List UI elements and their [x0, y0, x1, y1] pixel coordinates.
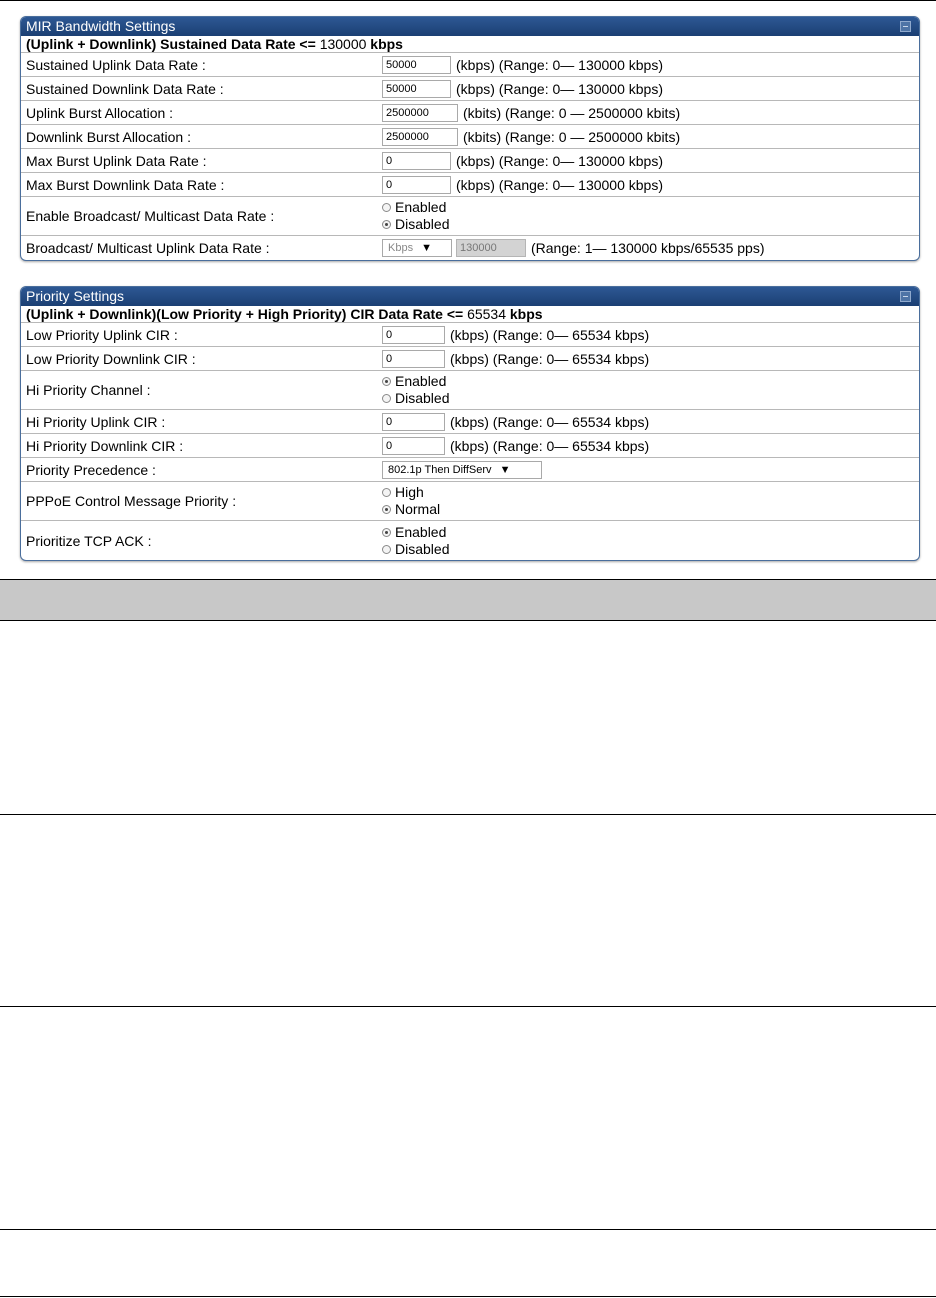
- hi-uplink-input[interactable]: 0: [382, 413, 445, 431]
- max-burst-downlink-input[interactable]: 0: [382, 176, 451, 194]
- tcp-ack-disabled-label: Disabled: [395, 540, 450, 557]
- broadcast-uplink-row: [21, 236, 919, 260]
- broadcast-uplink-hint: (Range: 1— 130000 kbps/65535 pps): [531, 240, 765, 256]
- max-burst-downlink-row: [21, 173, 919, 197]
- broadcast-enabled-radio[interactable]: [382, 203, 391, 212]
- tcp-ack-enabled-label: Enabled: [395, 523, 447, 540]
- uplink-burst-row: [21, 101, 919, 125]
- hi-channel-enabled-label: Enabled: [395, 373, 447, 389]
- pppoe-normal-radio[interactable]: [382, 505, 391, 514]
- sustained-uplink-label: Sustained Uplink Data Rate :: [26, 56, 206, 73]
- collapse-icon[interactable]: [900, 291, 911, 302]
- uplink-burst-input[interactable]: 2500000: [382, 104, 458, 122]
- enable-broadcast-radio-group: [382, 199, 449, 233]
- hi-channel-enabled-option[interactable]: [382, 373, 449, 390]
- collapse-icon[interactable]: [900, 21, 911, 32]
- uplink-burst-hint: (kbits) (Range: 0 — 2500000 kbits): [463, 104, 681, 121]
- mir-summary: [21, 36, 919, 53]
- broadcast-enabled-label: Enabled: [395, 199, 447, 215]
- sustained-downlink-label: Sustained Downlink Data Rate :: [26, 80, 224, 97]
- mir-summary-unit: kbps: [370, 36, 403, 52]
- hi-channel-disabled-option[interactable]: [382, 390, 449, 407]
- mir-panel-title: MIR Bandwidth Settings: [26, 18, 176, 34]
- broadcast-uplink-label: Broadcast/ Multicast Uplink Data Rate :: [26, 240, 270, 256]
- low-uplink-row: [21, 323, 919, 347]
- low-downlink-row: [21, 347, 919, 371]
- uplink-burst-label: Uplink Burst Allocation :: [26, 104, 174, 121]
- table-row-divider: [0, 1229, 936, 1230]
- low-downlink-hint: (kbps) (Range: 0— 65534 kbps): [450, 350, 650, 367]
- sustained-uplink-input[interactable]: 50000: [382, 56, 451, 74]
- downlink-burst-label: Downlink Burst Allocation :: [26, 128, 191, 145]
- enable-broadcast-row: [21, 197, 919, 236]
- precedence-row: [21, 458, 919, 482]
- sustained-downlink-input[interactable]: 50000: [382, 80, 451, 98]
- precedence-label: Priority Precedence :: [26, 461, 156, 478]
- table-row-divider: [0, 814, 936, 815]
- mir-bandwidth-panel: [20, 16, 920, 261]
- hi-uplink-label: Hi Priority Uplink CIR :: [26, 413, 166, 430]
- tcp-ack-enabled-option[interactable]: [382, 524, 449, 541]
- hi-downlink-hint: (kbps) (Range: 0— 65534 kbps): [450, 437, 650, 454]
- hi-downlink-input[interactable]: 0: [382, 437, 445, 455]
- priority-summary: [21, 306, 919, 323]
- pppoe-normal-label: Normal: [395, 501, 441, 517]
- max-burst-uplink-hint: (kbps) (Range: 0— 130000 kbps): [456, 152, 663, 169]
- pppoe-high-label: High: [395, 484, 424, 500]
- hi-channel-row: [21, 371, 919, 410]
- broadcast-disabled-option[interactable]: [382, 216, 449, 233]
- broadcast-unit-value: Kbps: [388, 242, 414, 254]
- tcp-ack-disabled-option[interactable]: [382, 541, 449, 558]
- hi-uplink-row: [21, 410, 919, 434]
- broadcast-uplink-input[interactable]: 130000: [456, 239, 526, 257]
- hi-channel-disabled-radio[interactable]: [382, 394, 391, 403]
- hi-downlink-row: [21, 434, 919, 458]
- tcp-ack-enabled-radio[interactable]: [382, 528, 391, 537]
- chevron-down-icon: ▼: [499, 463, 511, 476]
- pppoe-high-radio[interactable]: [382, 488, 391, 497]
- mir-summary-label: (Uplink + Downlink) Sustained Data Rate <=: [26, 36, 316, 52]
- chevron-down-icon: ▼: [421, 242, 432, 254]
- mir-summary-value: 130000: [319, 36, 367, 52]
- table-bottom-rule: [0, 1296, 936, 1297]
- sustained-uplink-hint: (kbps) (Range: 0— 130000 kbps): [456, 56, 663, 73]
- tcp-ack-disabled-radio[interactable]: [382, 545, 391, 554]
- top-rule: [0, 0, 936, 1]
- priority-summary-value: 65534: [467, 306, 506, 322]
- hi-uplink-hint: (kbps) (Range: 0— 65534 kbps): [450, 413, 650, 430]
- priority-summary-unit: kbps: [509, 306, 543, 322]
- hi-channel-radio-group: [382, 373, 449, 407]
- hi-channel-enabled-radio[interactable]: [382, 377, 391, 386]
- enable-broadcast-label: Enable Broadcast/ Multicast Data Rate :: [26, 208, 275, 224]
- max-burst-uplink-label: Max Burst Uplink Data Rate :: [26, 152, 207, 169]
- max-burst-downlink-label: Max Burst Downlink Data Rate :: [26, 176, 225, 193]
- priority-summary-label: (Uplink + Downlink)(Low Priority + High Priority) CIR Data Rate <=: [26, 306, 464, 322]
- low-uplink-input[interactable]: 0: [382, 326, 445, 344]
- tcp-ack-label: Prioritize TCP ACK :: [26, 532, 152, 549]
- max-burst-uplink-input[interactable]: 0: [382, 152, 451, 170]
- sustained-downlink-row: [21, 77, 919, 101]
- precedence-select[interactable]: [382, 461, 542, 479]
- pppoe-high-option[interactable]: [382, 484, 440, 501]
- low-downlink-label: Low Priority Downlink CIR :: [26, 350, 196, 367]
- max-burst-downlink-hint: (kbps) (Range: 0— 130000 kbps): [456, 176, 663, 193]
- broadcast-unit-select[interactable]: [382, 239, 452, 257]
- precedence-value: 802.1p Then DiffServ: [388, 463, 492, 476]
- pppoe-radio-group: [382, 484, 440, 518]
- max-burst-uplink-row: [21, 149, 919, 173]
- priority-panel-title: Priority Settings: [26, 288, 125, 304]
- downlink-burst-hint: (kbits) (Range: 0 — 2500000 kbits): [463, 128, 681, 145]
- hi-channel-label: Hi Priority Channel :: [26, 382, 151, 398]
- table-row-divider: [0, 1006, 936, 1007]
- pppoe-row: [21, 482, 919, 521]
- broadcast-disabled-radio[interactable]: [382, 220, 391, 229]
- tcp-ack-radio-group: [382, 524, 449, 558]
- broadcast-disabled-label: Disabled: [395, 216, 450, 232]
- low-downlink-input[interactable]: 0: [382, 350, 445, 368]
- priority-panel-header: [21, 287, 919, 306]
- hi-channel-disabled-label: Disabled: [395, 390, 450, 406]
- table-header: [0, 579, 936, 621]
- sustained-downlink-hint: (kbps) (Range: 0— 130000 kbps): [456, 80, 663, 97]
- low-uplink-hint: (kbps) (Range: 0— 65534 kbps): [450, 326, 650, 343]
- mir-panel-header: [21, 17, 919, 36]
- pppoe-label: PPPoE Control Message Priority :: [26, 493, 237, 509]
- sustained-uplink-row: [21, 53, 919, 77]
- pppoe-normal-option[interactable]: [382, 501, 440, 518]
- tcp-ack-row: [21, 521, 919, 560]
- downlink-burst-input[interactable]: 2500000: [382, 128, 458, 146]
- low-uplink-label: Low Priority Uplink CIR :: [26, 326, 178, 343]
- broadcast-enabled-option[interactable]: [382, 199, 449, 216]
- hi-downlink-label: Hi Priority Downlink CIR :: [26, 437, 184, 454]
- priority-settings-panel: [20, 286, 920, 561]
- downlink-burst-row: [21, 125, 919, 149]
